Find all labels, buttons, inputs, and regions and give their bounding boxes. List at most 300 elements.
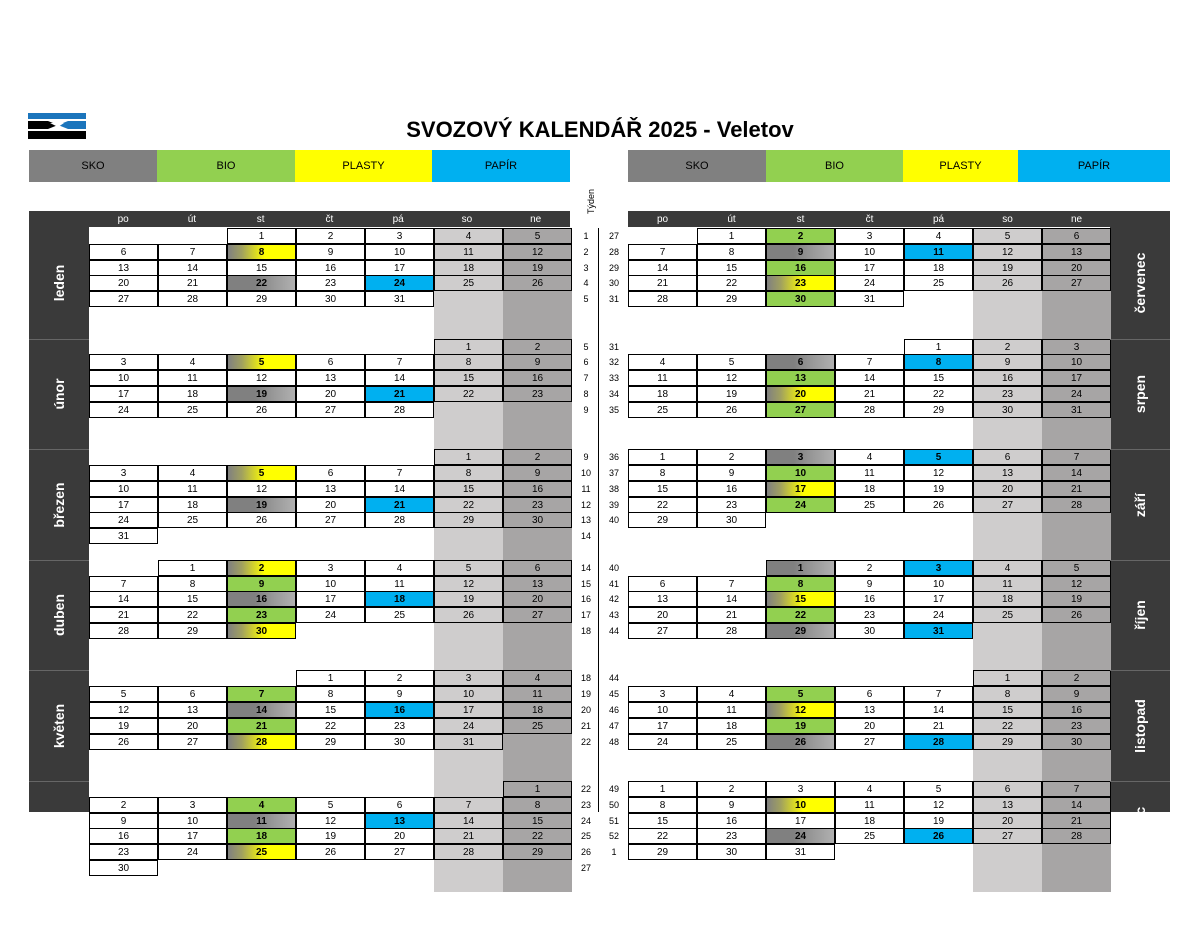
- day-cell: 26: [227, 512, 296, 528]
- day-cell: 21: [1042, 813, 1111, 829]
- month-label: červenec: [1132, 252, 1148, 314]
- day-cell: 16: [697, 813, 766, 829]
- day-cell: 16: [1042, 702, 1111, 718]
- week-number: 46: [608, 705, 619, 715]
- day-cell: 14: [227, 702, 296, 718]
- week-number: 26: [580, 847, 591, 858]
- day-cell: 19: [434, 591, 503, 607]
- day-cell: 6: [89, 244, 158, 260]
- day-header: čt: [865, 213, 874, 225]
- weekend-shade: [503, 639, 572, 655]
- day-cell: 21: [904, 718, 973, 734]
- day-cell: 21: [697, 607, 766, 623]
- day-cell: 4: [628, 354, 697, 370]
- day-cell: 3: [296, 560, 365, 576]
- day-cell: 25: [503, 718, 572, 734]
- day-cell: 22: [296, 718, 365, 734]
- day-cell: 10: [89, 481, 158, 497]
- day-cell: 21: [365, 497, 434, 513]
- month-label: září: [1132, 492, 1148, 517]
- week-number: 35: [608, 404, 619, 415]
- day-cell: 4: [697, 686, 766, 702]
- day-cell: 8: [434, 354, 503, 370]
- weekend-shade: [434, 323, 503, 339]
- day-cell: 12: [89, 702, 158, 718]
- day-cell: 18: [503, 702, 572, 718]
- day-cell: 22: [503, 828, 572, 844]
- day-header: so: [1002, 213, 1013, 225]
- day-cell: 4: [158, 465, 227, 481]
- day-cell: 11: [628, 370, 697, 386]
- day-cell: 27: [973, 497, 1042, 513]
- day-cell: 7: [434, 797, 503, 813]
- day-cell: 10: [158, 813, 227, 829]
- week-number: 50: [608, 799, 619, 810]
- day-cell: 5: [766, 686, 835, 702]
- weekend-shade: [434, 639, 503, 655]
- day-cell: 12: [766, 702, 835, 718]
- week-number: 36: [608, 452, 619, 463]
- day-cell: 23: [227, 607, 296, 623]
- day-cell: 24: [766, 497, 835, 513]
- day-cell: 9: [697, 465, 766, 481]
- day-cell: 19: [503, 260, 572, 276]
- day-cell: 13: [835, 702, 904, 718]
- day-cell: 8: [503, 797, 572, 813]
- day-cell: 25: [227, 844, 296, 860]
- day-cell: 15: [697, 260, 766, 276]
- day-cell: 27: [365, 844, 434, 860]
- day-cell: 4: [365, 560, 434, 576]
- week-number: 1: [611, 847, 617, 858]
- week-number: 2: [583, 246, 589, 257]
- day-cell: 21: [628, 275, 697, 291]
- week-column-label: Týden: [586, 188, 596, 214]
- day-cell: 18: [973, 591, 1042, 607]
- day-cell: 2: [365, 670, 434, 686]
- weekend-shade: [1042, 623, 1111, 639]
- weekend-shade: [1042, 544, 1111, 560]
- day-cell: 27: [503, 607, 572, 623]
- month-separator: [1110, 670, 1170, 671]
- day-cell: 25: [434, 275, 503, 291]
- day-cell: 6: [158, 686, 227, 702]
- weekend-shade: [434, 876, 503, 892]
- day-cell: 15: [158, 591, 227, 607]
- month-label: únor: [51, 378, 67, 410]
- day-cell: 30: [365, 734, 434, 750]
- day-cell: 17: [766, 813, 835, 829]
- day-cell: 14: [697, 591, 766, 607]
- week-number: 29: [608, 262, 619, 273]
- week-number: 13: [580, 515, 591, 526]
- week-number: 21: [580, 720, 591, 731]
- day-cell: 19: [1042, 591, 1111, 607]
- week-number: 22: [580, 736, 591, 747]
- day-cell: 31: [434, 734, 503, 750]
- week-number: 11: [581, 483, 591, 494]
- day-header: ne: [530, 213, 542, 225]
- day-cell: 5: [503, 228, 572, 244]
- day-cell: 20: [89, 275, 158, 291]
- day-cell: 15: [628, 481, 697, 497]
- day-cell: 30: [227, 623, 296, 639]
- day-cell: 14: [1042, 465, 1111, 481]
- day-cell: 17: [835, 260, 904, 276]
- day-cell: 12: [1042, 576, 1111, 592]
- day-cell: 6: [1042, 228, 1111, 244]
- weekend-shade: [973, 765, 1042, 781]
- day-cell: 24: [365, 275, 434, 291]
- day-cell: 2: [973, 339, 1042, 355]
- day-cell: 15: [296, 702, 365, 718]
- day-cell: 31: [1042, 402, 1111, 418]
- day-cell: 18: [697, 718, 766, 734]
- day-cell: 19: [227, 386, 296, 402]
- day-header: út: [187, 213, 197, 225]
- day-cell: 27: [296, 402, 365, 418]
- weekend-shade: [973, 418, 1042, 434]
- day-cell: 29: [628, 512, 697, 528]
- day-cell: 6: [835, 686, 904, 702]
- day-cell: 21: [434, 828, 503, 844]
- day-cell: 21: [365, 386, 434, 402]
- day-cell: 16: [227, 591, 296, 607]
- day-cell: 1: [296, 670, 365, 686]
- day-cell: 12: [904, 797, 973, 813]
- weekend-shade: [973, 291, 1042, 307]
- day-cell: 18: [158, 386, 227, 402]
- day-cell: 17: [158, 828, 227, 844]
- weekend-shade: [434, 307, 503, 323]
- day-cell: 17: [89, 386, 158, 402]
- week-number: 19: [580, 689, 591, 700]
- weekend-shade: [973, 655, 1042, 671]
- day-cell: 13: [766, 370, 835, 386]
- day-cell: 2: [697, 781, 766, 797]
- day-cell: 15: [503, 813, 572, 829]
- day-cell: 9: [503, 354, 572, 370]
- week-number: 39: [608, 499, 619, 510]
- day-cell: 5: [904, 781, 973, 797]
- day-cell: 3: [158, 797, 227, 813]
- day-cell: 20: [766, 386, 835, 402]
- day-cell: 27: [973, 828, 1042, 844]
- day-cell: 7: [89, 576, 158, 592]
- month-label: březen: [51, 481, 67, 528]
- day-cell: 2: [503, 339, 572, 355]
- day-cell: 4: [503, 670, 572, 686]
- month-label: říjen: [1132, 600, 1148, 630]
- day-cell: 27: [766, 402, 835, 418]
- day-cell: 19: [89, 718, 158, 734]
- month-separator: [1110, 560, 1170, 561]
- day-cell: 28: [365, 402, 434, 418]
- week-number: 23: [580, 799, 591, 810]
- day-cell: 16: [766, 260, 835, 276]
- weekend-shade: [503, 307, 572, 323]
- day-cell: 20: [158, 718, 227, 734]
- day-cell: 3: [434, 670, 503, 686]
- day-cell: 5: [227, 354, 296, 370]
- day-cell: 20: [296, 497, 365, 513]
- day-cell: 27: [158, 734, 227, 750]
- day-cell: 30: [296, 291, 365, 307]
- weekend-shade: [973, 749, 1042, 765]
- day-cell: 22: [973, 718, 1042, 734]
- day-cell: 13: [503, 576, 572, 592]
- day-cell: 27: [296, 512, 365, 528]
- day-cell: 13: [365, 813, 434, 829]
- day-cell: 11: [503, 686, 572, 702]
- day-cell: 20: [503, 591, 572, 607]
- week-number: 15: [580, 578, 591, 589]
- day-cell: 2: [766, 228, 835, 244]
- month-label: duben: [51, 594, 67, 637]
- month-separator: [29, 781, 89, 782]
- day-cell: 10: [766, 465, 835, 481]
- weekend-shade: [1042, 433, 1111, 449]
- day-cell: 8: [766, 576, 835, 592]
- day-cell: 1: [628, 449, 697, 465]
- day-cell: 22: [227, 275, 296, 291]
- day-cell: 29: [503, 844, 572, 860]
- day-cell: 17: [628, 718, 697, 734]
- day-cell: 10: [904, 576, 973, 592]
- month-label: listopad: [1132, 698, 1148, 753]
- day-cell: 27: [1042, 275, 1111, 291]
- weekend-shade: [1042, 323, 1111, 339]
- week-number: 10: [580, 468, 591, 478]
- day-cell: 14: [158, 260, 227, 276]
- day-cell: 12: [904, 465, 973, 481]
- day-header: st: [796, 213, 805, 225]
- week-number: 48: [608, 736, 619, 747]
- weekend-shade: [434, 655, 503, 671]
- day-cell: 2: [89, 797, 158, 813]
- day-cell: 20: [628, 607, 697, 623]
- day-cell: 2: [835, 560, 904, 576]
- weekend-shade: [973, 307, 1042, 323]
- day-cell: 22: [628, 497, 697, 513]
- day-cell: 15: [904, 370, 973, 386]
- month-separator: [29, 449, 89, 450]
- day-cell: 28: [835, 402, 904, 418]
- day-cell: 18: [434, 260, 503, 276]
- day-cell: 19: [973, 260, 1042, 276]
- day-cell: 15: [227, 260, 296, 276]
- day-cell: 18: [227, 828, 296, 844]
- week-number: 24: [580, 815, 591, 826]
- day-cell: 14: [628, 260, 697, 276]
- day-cell: 29: [158, 623, 227, 639]
- day-cell: 5: [697, 354, 766, 370]
- day-cell: 7: [697, 576, 766, 592]
- day-cell: 31: [89, 528, 158, 544]
- day-cell: 2: [227, 560, 296, 576]
- week-number: 9: [583, 452, 589, 463]
- day-cell: 5: [89, 686, 158, 702]
- day-cell: 17: [89, 497, 158, 513]
- day-cell: 29: [766, 623, 835, 639]
- day-cell: 3: [835, 228, 904, 244]
- week-number: 28: [608, 246, 619, 257]
- day-cell: 11: [158, 481, 227, 497]
- month-label: srpen: [1132, 374, 1148, 413]
- day-cell: 8: [973, 686, 1042, 702]
- day-cell: 16: [697, 481, 766, 497]
- weekend-shade: [973, 844, 1042, 860]
- day-cell: 8: [628, 465, 697, 481]
- day-cell: 29: [973, 734, 1042, 750]
- weekend-shade: [503, 655, 572, 671]
- week-number: 37: [608, 468, 619, 478]
- day-cell: 1: [766, 560, 835, 576]
- day-cell: 4: [973, 560, 1042, 576]
- weekend-shade: [434, 402, 503, 418]
- week-number: 14: [580, 531, 591, 542]
- day-cell: 3: [766, 781, 835, 797]
- day-cell: 25: [904, 275, 973, 291]
- legend-papir: PAPÍR: [432, 150, 570, 182]
- legend-plasty: PLASTY: [903, 150, 1018, 182]
- weekend-shade: [973, 623, 1042, 639]
- logo-icon: [28, 113, 86, 139]
- day-cell: 29: [296, 734, 365, 750]
- day-cell: 15: [434, 370, 503, 386]
- day-cell: 13: [973, 797, 1042, 813]
- day-cell: 23: [1042, 718, 1111, 734]
- day-cell: 22: [697, 275, 766, 291]
- day-cell: 29: [628, 844, 697, 860]
- weekend-shade: [1042, 418, 1111, 434]
- day-cell: 28: [904, 734, 973, 750]
- day-cell: 24: [904, 607, 973, 623]
- day-cell: 12: [503, 244, 572, 260]
- week-number: 1: [583, 231, 589, 241]
- day-cell: 21: [89, 607, 158, 623]
- day-cell: 14: [1042, 797, 1111, 813]
- weekend-shade: [434, 433, 503, 449]
- day-cell: 23: [697, 497, 766, 513]
- legend-papir: PAPÍR: [1018, 150, 1170, 182]
- weekend-shade: [1042, 876, 1111, 892]
- legend-plasty: PLASTY: [295, 150, 432, 182]
- month-separator: [29, 670, 89, 671]
- day-cell: 11: [904, 244, 973, 260]
- day-cell: 16: [296, 260, 365, 276]
- weekend-shade: [503, 623, 572, 639]
- day-cell: 20: [973, 813, 1042, 829]
- legend-bio: BIO: [766, 150, 903, 182]
- day-cell: 31: [904, 623, 973, 639]
- week-number: 38: [608, 483, 619, 494]
- day-cell: 10: [296, 576, 365, 592]
- day-cell: 12: [434, 576, 503, 592]
- day-cell: 25: [158, 402, 227, 418]
- week-number: 7: [583, 373, 589, 384]
- day-cell: 28: [365, 512, 434, 528]
- center-divider: [598, 228, 599, 812]
- week-number: 6: [583, 357, 589, 368]
- week-number: 42: [608, 594, 619, 605]
- day-cell: 19: [227, 497, 296, 513]
- day-cell: 13: [973, 465, 1042, 481]
- weekend-shade: [503, 860, 572, 876]
- day-cell: 23: [296, 275, 365, 291]
- day-cell: 24: [89, 512, 158, 528]
- week-number: 18: [580, 626, 591, 636]
- week-number: 16: [580, 594, 591, 605]
- day-cell: 11: [835, 465, 904, 481]
- week-number: 4: [583, 278, 589, 289]
- day-cell: 24: [835, 275, 904, 291]
- weekend-shade: [503, 433, 572, 449]
- day-cell: 18: [628, 386, 697, 402]
- day-cell: 26: [766, 734, 835, 750]
- legend-sko: SKO: [628, 150, 766, 182]
- day-cell: 6: [628, 576, 697, 592]
- weekend-shade: [503, 528, 572, 544]
- week-number: 8: [583, 389, 589, 399]
- day-cell: 1: [158, 560, 227, 576]
- weekend-shade: [503, 749, 572, 765]
- weekend-shade: [503, 291, 572, 307]
- month-label: prosinec: [1132, 807, 1148, 866]
- day-cell: 23: [766, 275, 835, 291]
- day-header-row: [628, 211, 1170, 227]
- weekend-shade: [973, 860, 1042, 876]
- day-cell: 23: [503, 497, 572, 513]
- week-number: 17: [580, 610, 591, 621]
- day-cell: 26: [904, 828, 973, 844]
- day-cell: 6: [973, 781, 1042, 797]
- day-cell: 12: [227, 370, 296, 386]
- weekend-shade: [973, 876, 1042, 892]
- day-header: čt: [325, 213, 334, 225]
- day-cell: 23: [365, 718, 434, 734]
- day-cell: 10: [835, 244, 904, 260]
- day-cell: 18: [158, 497, 227, 513]
- week-number: 40: [608, 562, 619, 573]
- day-cell: 9: [296, 244, 365, 260]
- weekend-shade: [1042, 528, 1111, 544]
- week-number: 44: [608, 626, 619, 636]
- day-cell: 15: [973, 702, 1042, 718]
- day-cell: 14: [89, 591, 158, 607]
- weekend-shade: [1042, 291, 1111, 307]
- day-header: po: [656, 213, 669, 225]
- day-cell: 24: [89, 402, 158, 418]
- day-cell: 22: [434, 497, 503, 513]
- month-separator: [29, 339, 89, 340]
- day-cell: 18: [365, 591, 434, 607]
- day-cell: 18: [835, 813, 904, 829]
- day-cell: 4: [835, 449, 904, 465]
- day-cell: 2: [697, 449, 766, 465]
- day-cell: 8: [296, 686, 365, 702]
- legend-sko: SKO: [29, 150, 157, 182]
- day-cell: 18: [904, 260, 973, 276]
- day-cell: 23: [973, 386, 1042, 402]
- day-cell: 6: [296, 465, 365, 481]
- week-number: 49: [608, 784, 619, 794]
- day-cell: 10: [434, 686, 503, 702]
- month-separator: [1110, 449, 1170, 450]
- day-cell: 10: [89, 370, 158, 386]
- day-cell: 5: [434, 560, 503, 576]
- day-cell: 8: [158, 576, 227, 592]
